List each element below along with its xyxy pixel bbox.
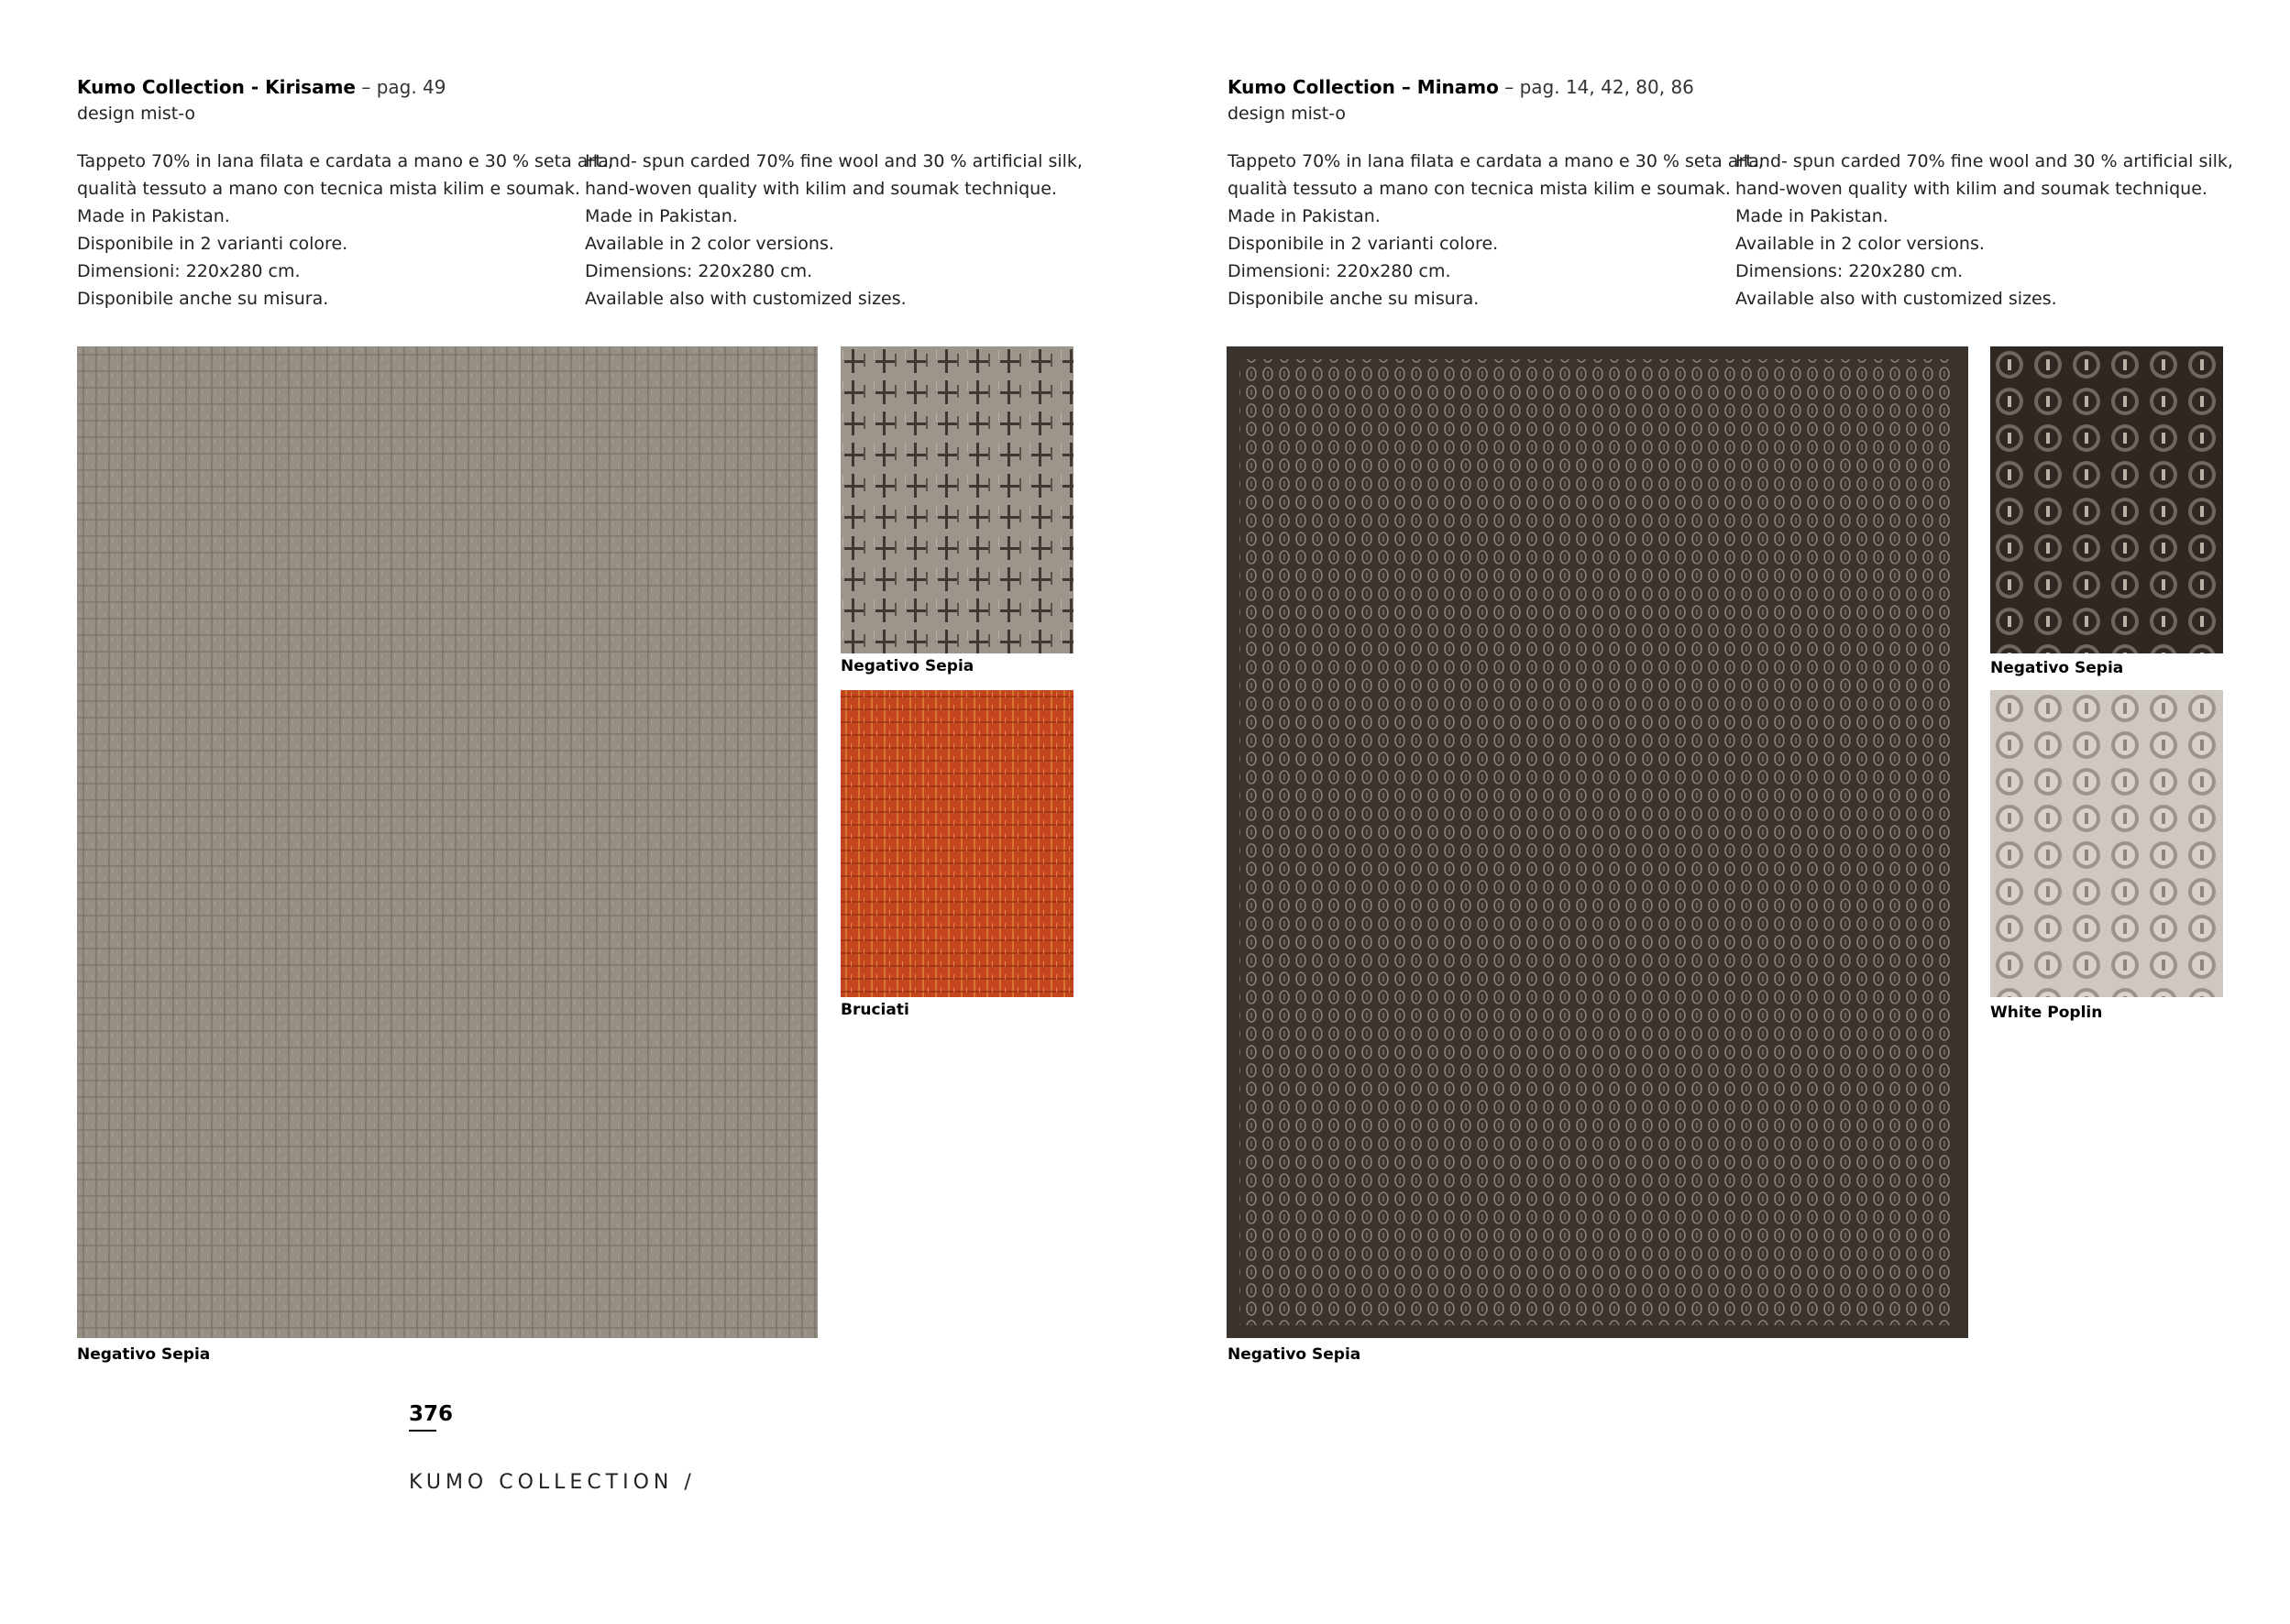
text-line: Tappeto 70% in lana filata e cardata a mano e 30 % seta art., — [1228, 151, 1764, 171]
right-designer: design mist-o — [1228, 104, 1347, 124]
text-line: Disponibile anche su misura. — [77, 289, 329, 309]
text-line: hand-woven quality with kilim and soumak technique. — [585, 179, 1057, 199]
minamo-swatch2-caption: White Poplin — [1990, 1004, 2103, 1022]
page-number: 376 — [409, 1402, 454, 1426]
text-line: Dimensioni: 220x280 cm. — [77, 261, 301, 281]
kirisame-swatch2-caption: Bruciati — [841, 1001, 909, 1019]
text-line: Dimensioni: 220x280 cm. — [1228, 261, 1451, 281]
minamo-swatch-white-poplin — [1990, 690, 2223, 997]
right-description-italian — [1228, 148, 1764, 313]
kirisame-swatch-bruciati — [841, 690, 1073, 997]
left-title-pages: – pag. 49 — [355, 76, 446, 98]
text-line: Tappeto 70% in lana filata e cardata a mano e 30 % seta art., — [77, 151, 613, 171]
running-title: KUMO COLLECTION / — [409, 1471, 696, 1494]
kirisame-rug-image — [77, 346, 818, 1338]
kirisame-rug-caption: Negativo Sepia — [77, 1345, 211, 1364]
left-description-italian — [77, 148, 613, 313]
text-line: qualità tessuto a mano con tecnica mista kilim e soumak. — [1228, 179, 1731, 199]
minamo-rug-caption: Negativo Sepia — [1228, 1345, 1361, 1364]
kirisame-swatch1-caption: Negativo Sepia — [841, 657, 974, 675]
text-line: Made in Pakistan. — [77, 206, 230, 226]
right-description-english — [1735, 148, 2233, 313]
minamo-rug-image — [1227, 346, 1968, 1338]
text-line: Available in 2 color versions. — [1735, 234, 1985, 254]
text-line: Available also with customized sizes. — [1735, 289, 2057, 309]
text-line: qualità tessuto a mano con tecnica mista kilim e soumak. — [77, 179, 580, 199]
right-product-title — [1228, 74, 1694, 100]
text-line: Hand- spun carded 70% fine wool and 30 % artificial silk, — [585, 151, 1083, 171]
text-line: hand-woven quality with kilim and soumak technique. — [1735, 179, 2207, 199]
left-product-title — [77, 74, 446, 100]
text-line: Available in 2 color versions. — [585, 234, 834, 254]
page-number-rule — [409, 1430, 436, 1432]
minamo-swatch1-caption: Negativo Sepia — [1990, 659, 2124, 677]
left-title-name: Kumo Collection - Kirisame — [77, 76, 356, 98]
text-line: Dimensions: 220x280 cm. — [585, 261, 813, 281]
text-line: Made in Pakistan. — [1228, 206, 1381, 226]
minamo-swatch-negativo-sepia — [1990, 346, 2223, 653]
right-title-pages: – pag. 14, 42, 80, 86 — [1498, 76, 1694, 98]
text-line: Dimensions: 220x280 cm. — [1735, 261, 1964, 281]
kirisame-swatch-negativo-sepia — [841, 346, 1073, 653]
left-description-english — [585, 148, 1083, 313]
text-line: Disponibile in 2 varianti colore. — [1228, 234, 1499, 254]
text-line: Hand- spun carded 70% fine wool and 30 % artificial silk, — [1735, 151, 2233, 171]
right-title-name: Kumo Collection – Minamo — [1228, 76, 1499, 98]
text-line: Disponibile anche su misura. — [1228, 289, 1480, 309]
text-line: Made in Pakistan. — [585, 206, 738, 226]
text-line: Disponibile in 2 varianti colore. — [77, 234, 348, 254]
text-line: Made in Pakistan. — [1735, 206, 1888, 226]
left-designer: design mist-o — [77, 104, 196, 124]
text-line: Available also with customized sizes. — [585, 289, 907, 309]
